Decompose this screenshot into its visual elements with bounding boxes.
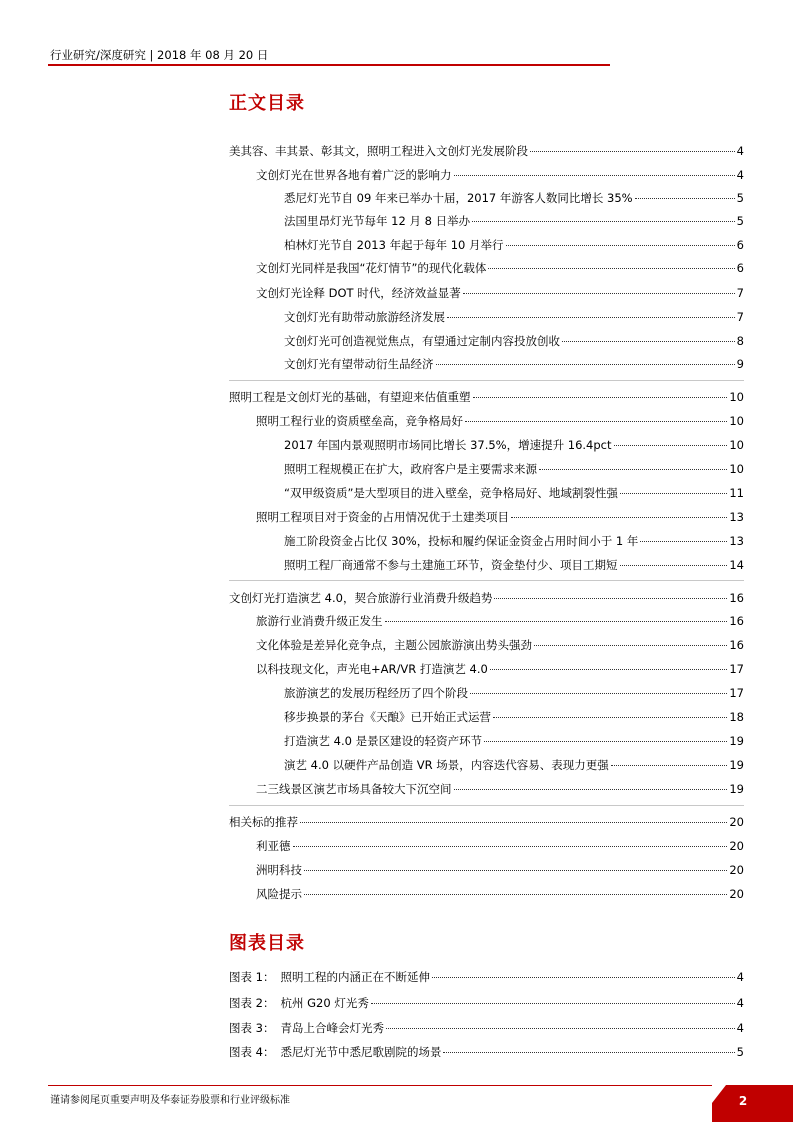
toc-entry-title[interactable]: 法国里昂灯光节每年 12 月 8 日举办: [284, 214, 471, 228]
figure-entry-label[interactable]: 图表 1：: [229, 970, 275, 984]
toc-entry-page[interactable]: 11: [729, 486, 744, 500]
toc-entry-page[interactable]: 13: [729, 510, 744, 524]
toc-entry[interactable]: [284, 684, 744, 702]
toc-entry-page[interactable]: 16: [729, 591, 744, 605]
toc-entry-title[interactable]: 照明工程项目对于资金的占用情况优于土建类项目: [256, 510, 509, 524]
toc-entry-title[interactable]: 二三线景区演艺市场具备较大下沉空间: [256, 782, 452, 796]
figure-dot-leader: [432, 977, 735, 978]
toc-entry[interactable]: [284, 532, 744, 550]
toc-dot-leader: [488, 268, 734, 269]
toc-entry[interactable]: [229, 388, 744, 406]
toc-dot-leader: [635, 198, 735, 199]
toc-entry-page[interactable]: 10: [729, 438, 744, 452]
figure-entry-page[interactable]: 4: [736, 996, 744, 1010]
toc-entry-title[interactable]: 照明工程规模正在扩大，政府客户是主要需求来源: [284, 462, 537, 476]
toc-entry-page[interactable]: 20: [729, 887, 744, 901]
toc-entry-title[interactable]: 洲明科技: [256, 863, 302, 877]
toc-entry[interactable]: [284, 756, 744, 774]
figure-dot-leader: [386, 1028, 735, 1029]
toc-entry[interactable]: [284, 308, 744, 326]
toc-entry-page[interactable]: 8: [736, 334, 744, 348]
figure-entry[interactable]: [229, 1043, 744, 1061]
toc-dot-leader: [436, 364, 735, 365]
toc-entry-page[interactable]: 7: [736, 286, 744, 300]
toc-dot-leader: [490, 669, 728, 670]
toc-entry-title[interactable]: 文化体验是差异化竞争点，主题公园旅游演出势头强劲: [256, 638, 532, 652]
toc-entry-title[interactable]: 打造演艺 4.0 是景区建设的轻资产环节: [284, 734, 483, 748]
toc-entry-title[interactable]: 文创灯光有助带动旅游经济发展: [284, 310, 445, 324]
toc-dot-leader: [562, 341, 735, 342]
toc-entry-page[interactable]: 10: [729, 462, 744, 476]
toc-entry[interactable]: [284, 355, 744, 373]
toc-entry-title[interactable]: 施工阶段资金占比仅 30%，投标和履约保证金资金占用时间小于 1 年: [284, 534, 639, 548]
toc-entry[interactable]: [256, 612, 744, 630]
page-number: 2: [738, 1094, 748, 1108]
figure-entry[interactable]: [229, 1019, 744, 1037]
figure-entry-title[interactable]: 悉尼灯光节中悉尼歌剧院的场景: [280, 1045, 442, 1059]
toc-entry-title[interactable]: 以科技现文化，声光电+AR/VR 打造演艺 4.0: [256, 662, 488, 676]
toc-entry-page[interactable]: 5: [736, 191, 744, 205]
figure-entry[interactable]: [229, 968, 744, 986]
toc-entry-page[interactable]: 6: [736, 238, 744, 252]
toc-dot-leader: [472, 221, 735, 222]
toc-entry[interactable]: [256, 660, 744, 678]
toc-entry-title[interactable]: 文创灯光有望带动衍生品经济: [284, 357, 434, 371]
figure-entry-title[interactable]: 照明工程的内涵正在不断延伸: [280, 970, 430, 984]
toc-entry-page[interactable]: 20: [729, 839, 744, 853]
toc-dot-leader: [511, 517, 727, 518]
toc-entry-page[interactable]: 10: [729, 414, 744, 428]
toc-entry-page[interactable]: 17: [729, 686, 744, 700]
toc-dot-leader: [385, 621, 728, 622]
toc-entry[interactable]: [229, 142, 744, 160]
toc-entry[interactable]: [256, 837, 744, 855]
toc-dot-leader: [300, 822, 727, 823]
toc-entry-title[interactable]: 相关标的推荐: [229, 815, 298, 829]
figure-dot-leader: [371, 1003, 735, 1004]
toc-entry-page[interactable]: 16: [729, 614, 744, 628]
toc-dot-leader: [611, 765, 728, 766]
toc-dot-leader: [494, 598, 727, 599]
toc-dot-leader: [454, 789, 728, 790]
toc-dot-leader: [470, 693, 727, 694]
toc-entry-page[interactable]: 5: [736, 214, 744, 228]
toc-entry-title[interactable]: 风险提示: [256, 887, 302, 901]
toc-entry-title[interactable]: 旅游演艺的发展历程经历了四个阶段: [284, 686, 468, 700]
toc-entry-title[interactable]: 文创灯光打造演艺 4.0，契合旅游行业消费升级趋势: [229, 591, 493, 605]
toc-dot-leader: [493, 717, 727, 718]
toc-entry-title[interactable]: 旅游行业消费升级正发生: [256, 614, 383, 628]
toc-entry[interactable]: [256, 284, 744, 302]
figure-entry-label[interactable]: 图表 4：: [229, 1045, 275, 1059]
toc-entry-title[interactable]: 照明工程行业的资质壁垒高，竞争格局好: [256, 414, 463, 428]
toc-entry[interactable]: [284, 484, 744, 502]
figure-entry-label[interactable]: 图表 2：: [229, 996, 275, 1010]
toc-entry[interactable]: [256, 508, 744, 526]
toc-dot-leader: [530, 151, 735, 152]
toc-dot-leader: [454, 175, 735, 176]
toc-dot-leader: [506, 245, 735, 246]
toc-entry[interactable]: [229, 589, 744, 607]
toc-entry-title[interactable]: 文创灯光在世界各地有着广泛的影响力: [256, 168, 452, 182]
footer-rule: [48, 1085, 720, 1086]
toc-entry-title[interactable]: 柏林灯光节自 2013 年起于每年 10 月举行: [284, 238, 504, 252]
toc-entry[interactable]: [256, 636, 744, 654]
toc-dot-leader: [620, 565, 728, 566]
toc-entry[interactable]: [284, 556, 744, 574]
toc-entry-page[interactable]: 16: [729, 638, 744, 652]
figure-entry[interactable]: [229, 994, 744, 1012]
toc-entry-page[interactable]: 6: [736, 261, 744, 275]
toc-entry-page[interactable]: 10: [729, 390, 744, 404]
toc-entry-page[interactable]: 9: [736, 357, 744, 371]
toc-entry[interactable]: [229, 813, 744, 831]
toc-entry-title[interactable]: 文创灯光可创造视觉焦点，有望通过定制内容投放创收: [284, 334, 560, 348]
toc-dot-leader: [473, 397, 728, 398]
toc-entry[interactable]: [284, 332, 744, 350]
toc-section-divider: [229, 580, 744, 581]
toc-entry-page[interactable]: 17: [729, 662, 744, 676]
toc-entry[interactable]: [256, 412, 744, 430]
header-rule: [48, 64, 610, 66]
toc-entry[interactable]: [284, 189, 744, 207]
toc-dot-leader: [304, 870, 727, 871]
figure-entry-page[interactable]: 5: [736, 1045, 744, 1059]
toc-entry-title[interactable]: 照明工程厂商通常不参与土建施工环节，资金垫付少、项目工期短: [284, 558, 618, 572]
toc-entry[interactable]: [284, 436, 744, 454]
toc-entry[interactable]: [284, 708, 744, 726]
toc-entry-page[interactable]: 19: [729, 734, 744, 748]
toc-dot-leader: [465, 421, 727, 422]
toc-entry-page[interactable]: 4: [736, 168, 744, 182]
figure-dot-leader: [443, 1052, 734, 1053]
toc-dot-leader: [534, 645, 727, 646]
toc-entry-title[interactable]: 美其容、丰其景、彰其文，照明工程进入文创灯光发展阶段: [229, 144, 528, 158]
footer-disclaimer: 谨请参阅尾页重要声明及华泰证券股票和行业评级标准: [50, 1095, 290, 1106]
toc-entry[interactable]: [256, 885, 744, 903]
toc-entry-title[interactable]: 悉尼灯光节自 09 年来已举办十届，2017 年游客人数同比增长 35%: [284, 191, 633, 205]
toc-entry-title[interactable]: “双甲级资质”是大型项目的进入壁垒，竞争格局好、地域割裂性强: [284, 486, 618, 500]
toc-entry-page[interactable]: 19: [729, 782, 744, 796]
figure-entry-page[interactable]: 4: [736, 970, 744, 984]
toc-dot-leader: [539, 469, 727, 470]
toc-entry-page[interactable]: 14: [729, 558, 744, 572]
figure-entry-label[interactable]: 图表 3：: [229, 1021, 275, 1035]
toc-dot-leader: [304, 894, 727, 895]
toc-dot-leader: [614, 445, 728, 446]
toc-entry-title[interactable]: 照明工程是文创灯光的基础，有望迎来估值重塑: [229, 390, 471, 404]
toc-entry-page[interactable]: 4: [736, 144, 744, 158]
toc-entry[interactable]: [284, 236, 744, 254]
toc-entry-page[interactable]: 19: [729, 758, 744, 772]
toc-entry-title[interactable]: 文创灯光同样是我国“花灯情节”的现代化载体: [256, 261, 487, 275]
toc-entry[interactable]: [256, 259, 744, 277]
toc-entry-page[interactable]: 7: [736, 310, 744, 324]
toc-entry-title[interactable]: 移步换景的茅台《天酿》已开始正式运营: [284, 710, 491, 724]
figure-entry-page[interactable]: 4: [736, 1021, 744, 1035]
figures-title: 图表目录: [229, 933, 305, 954]
toc-entry[interactable]: [256, 780, 744, 798]
toc-dot-leader: [640, 541, 727, 542]
toc-dot-leader: [447, 317, 735, 318]
toc-entry[interactable]: [256, 166, 744, 184]
toc-dot-leader: [463, 293, 735, 294]
toc-dot-leader: [293, 846, 728, 847]
toc-section-divider: [229, 380, 744, 381]
header-text: 行业研究/深度研究 | 2018 年 08 月 20 日: [50, 48, 269, 62]
toc-entry-page[interactable]: 20: [729, 815, 744, 829]
toc-entry-title[interactable]: 2017 年国内景观照明市场同比增长 37.5%，增速提升 16.4pct: [284, 438, 612, 452]
toc-entry[interactable]: [284, 732, 744, 750]
figure-entry-title[interactable]: 杭州 G20 灯光秀: [280, 996, 369, 1010]
toc-entry-page[interactable]: 20: [729, 863, 744, 877]
toc-entry[interactable]: [284, 212, 744, 230]
toc-entry[interactable]: [284, 460, 744, 478]
toc-title: 正文目录: [229, 93, 305, 114]
toc-dot-leader: [484, 741, 727, 742]
toc-entry-page[interactable]: 13: [729, 534, 744, 548]
toc-entry-title[interactable]: 演艺 4.0 以硬件产品创造 VR 场景，内容迭代容易、表现力更强: [284, 758, 609, 772]
toc-dot-leader: [620, 493, 727, 494]
toc-section-divider: [229, 805, 744, 806]
toc-entry-title[interactable]: 文创灯光诠释 DOT 时代，经济效益显著: [256, 286, 461, 300]
toc-entry-page[interactable]: 18: [729, 710, 744, 724]
figure-entry-title[interactable]: 青岛上合峰会灯光秀: [280, 1021, 384, 1035]
toc-entry-title[interactable]: 利亚德: [256, 839, 291, 853]
toc-entry[interactable]: [256, 861, 744, 879]
